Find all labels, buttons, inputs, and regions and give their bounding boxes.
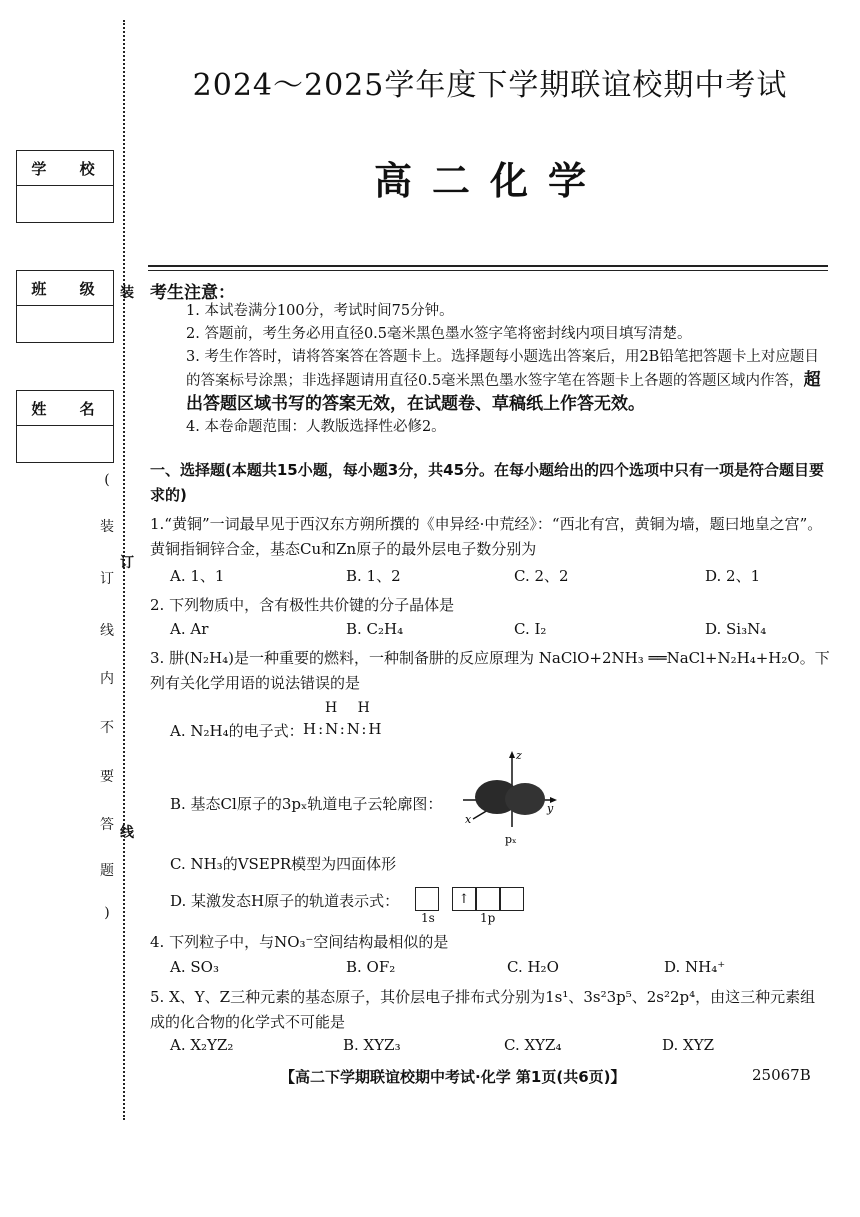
header-rule-top bbox=[148, 265, 828, 267]
binding-mark-ding: 订 bbox=[120, 555, 134, 571]
notice-item-4: 4. 本卷命题范围：人教版选择性必修2。 bbox=[186, 419, 446, 435]
notice-item-3 bbox=[186, 346, 826, 417]
orbital-lobe-right bbox=[505, 783, 545, 815]
notice-item-3-text: 3. 考生作答时，请将答案答在答题卡上。选择题每小题选出答案后，用2B铅笔把答题卡上对应题目的答案标号涂黑；非选择题请用直径0.5毫米黑色墨水签字笔在答题卡上各题的答题区域内作答， bbox=[186, 349, 819, 389]
class-field[interactable] bbox=[17, 306, 113, 342]
question-1-stem: 1.“黄铜”一词最早见于西汉东方朔所撰的《申异经·中荒经》：“西北有宫，黄铜为墙，题曰地皇之宫”。黄铜指铜锌合金，基态Cu和Zn原子的最外层电子数分别为 bbox=[150, 515, 823, 558]
notice-title: 考生注意： bbox=[150, 283, 235, 303]
notice-item-3-bold: 超出答题区域书写的答案无效，在试题卷、草稿纸上作答无效。 bbox=[186, 370, 821, 414]
electron-formula: H:N:N:H bbox=[303, 720, 384, 738]
vertical-text-4: 内 bbox=[100, 671, 114, 687]
school-label: 学 校 bbox=[17, 151, 113, 186]
vertical-text-7: 答 bbox=[100, 817, 114, 833]
q5-option-a[interactable]: A. X₂YZ₂ bbox=[170, 1036, 234, 1054]
class-label: 班 级 bbox=[17, 271, 113, 306]
q3-option-d[interactable]: D. 某激发态H原子的轨道表示式： bbox=[170, 892, 400, 910]
vertical-text-0: ( bbox=[104, 472, 110, 488]
q2-option-a[interactable]: A. Ar bbox=[170, 620, 209, 638]
p-orbital-diagram bbox=[455, 745, 570, 850]
vertical-text-9: ) bbox=[104, 905, 110, 921]
vertical-text-5: 不 bbox=[100, 720, 114, 736]
q2-option-c[interactable]: C. I₂ bbox=[514, 620, 547, 638]
electron-formula-top: H H bbox=[325, 700, 378, 716]
binding-mark-zhuang: 装 bbox=[120, 285, 134, 301]
orbital-label-1s: 1s bbox=[421, 911, 435, 925]
z-arrow-icon bbox=[509, 751, 515, 758]
vertical-text-8: 题 bbox=[100, 863, 114, 879]
vertical-text-2: 订 bbox=[100, 571, 114, 587]
q1-option-b[interactable]: B. 1、2 bbox=[346, 567, 401, 585]
school-box[interactable] bbox=[16, 150, 114, 223]
orbital-label: pₓ bbox=[505, 833, 517, 846]
q4-option-c[interactable]: C. H₂O bbox=[507, 958, 559, 976]
notice-item-1: 1. 本试卷满分100分，考试时间75分钟。 bbox=[186, 303, 454, 319]
question-4-stem: 4. 下列粒子中，与NO₃⁻空间结构最相似的是 bbox=[150, 933, 449, 951]
q4-option-b[interactable]: B. OF₂ bbox=[346, 958, 396, 976]
q2-option-d[interactable]: D. Si₃N₄ bbox=[705, 620, 767, 638]
q3-option-a[interactable]: A. N₂H₄的电子式： bbox=[170, 722, 304, 740]
q5-option-d[interactable]: D. XYZ bbox=[662, 1036, 715, 1054]
orbital-label-1p: 1p bbox=[480, 911, 496, 925]
q2-option-b[interactable]: B. C₂H₄ bbox=[346, 620, 404, 638]
vertical-text-6: 要 bbox=[100, 769, 114, 785]
paper-code: 25067B bbox=[752, 1066, 811, 1084]
subject-title: 高二化学 bbox=[373, 158, 606, 203]
question-2-stem: 2. 下列物质中，含有极性共价键的分子晶体是 bbox=[150, 596, 455, 614]
q5-option-c[interactable]: C. XYZ₄ bbox=[504, 1036, 562, 1054]
question-5-stem: 5. X、Y、Z三种元素的基态原子，其价层电子排布式分别为1s¹、3s²3p⁵、2s²2p⁴，由这三种元素组成的化合物的化学式不可能是 bbox=[150, 988, 816, 1031]
vertical-text-3: 线 bbox=[100, 623, 114, 639]
q3-option-c[interactable]: C. NH₃的VSEPR模型为四面体形 bbox=[170, 855, 397, 873]
name-box[interactable] bbox=[16, 390, 114, 463]
name-field[interactable] bbox=[17, 426, 113, 462]
school-field[interactable] bbox=[17, 186, 113, 222]
binding-mark-xian: 线 bbox=[120, 825, 134, 841]
exam-title: 2024～2025学年度下学期联谊校期中考试 bbox=[192, 68, 788, 103]
z-label: z bbox=[516, 749, 522, 762]
orbital-box-1p-3 bbox=[500, 887, 524, 911]
orbital-box-1s bbox=[415, 887, 439, 911]
orbital-box-1p-1 bbox=[452, 887, 476, 911]
notice-item-2: 2. 答题前，考生务必用直径0.5毫米黑色墨水签字笔将密封线内项目填写清楚。 bbox=[186, 326, 692, 342]
section-title: 一、选择题(本题共15小题，每小题3分，共45分。在每小题给出的四个选项中只有一项是符合题目要求的) bbox=[150, 461, 825, 504]
question-3-stem: 3. 肼(N₂H₄)是一种重要的燃料，一种制备肼的反应原理为 NaClO+2NH₃ ══NaCl+N₂H₄+H₂O。下列有关化学用语的说法错误的是 bbox=[150, 649, 830, 692]
up-arrow-icon: ↑ bbox=[458, 891, 470, 907]
q3-option-b[interactable]: B. 基态Cl原子的3pₓ轨道电子云轮廓图： bbox=[170, 795, 443, 813]
vertical-text-1: 装 bbox=[100, 519, 114, 535]
q1-option-c[interactable]: C. 2、2 bbox=[514, 567, 569, 585]
page-footer: 【高二下学期联谊校期中考试·化学 第1页(共6页)】 bbox=[280, 1068, 626, 1086]
y-label: y bbox=[547, 802, 554, 815]
q4-option-d[interactable]: D. NH₄⁺ bbox=[664, 958, 726, 976]
name-label: 姓 名 bbox=[17, 391, 113, 426]
header-rule-bottom bbox=[148, 270, 828, 271]
q4-option-a[interactable]: A. SO₃ bbox=[170, 958, 219, 976]
orbital-box-1p-2 bbox=[476, 887, 500, 911]
class-box[interactable] bbox=[16, 270, 114, 343]
q5-option-b[interactable]: B. XYZ₃ bbox=[343, 1036, 401, 1054]
q1-option-a[interactable]: A. 1、1 bbox=[170, 567, 225, 585]
q1-option-d[interactable]: D. 2、1 bbox=[705, 567, 761, 585]
x-label: x bbox=[465, 813, 472, 826]
